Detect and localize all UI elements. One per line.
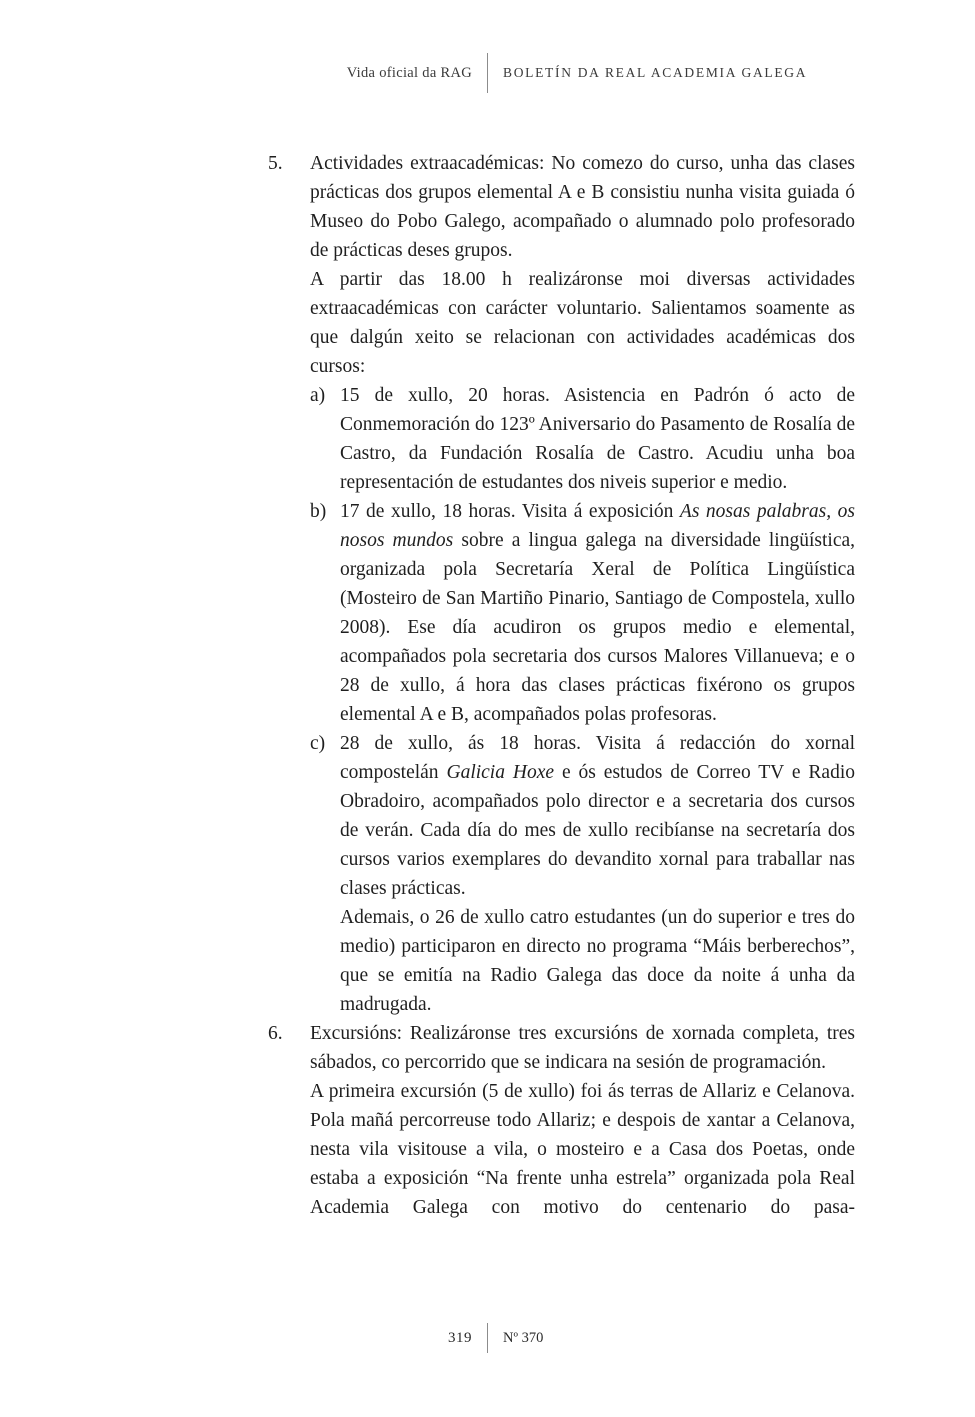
lettered-item-a — [310, 381, 855, 497]
text-segment: e ós estudos de Correo TV e Radio Obradoiro, acompañados polo director e a secretaria dos cursos de verán. Cada día do mes de xullo recibíanse na secretaría dos cursos varios exemplares do devandito xornal para traballar nas clases prácticas. — [340, 762, 855, 899]
sub-item-label: a) — [310, 385, 326, 406]
document-body — [268, 149, 855, 1222]
page-header — [0, 53, 975, 93]
item-number: 5. — [268, 153, 283, 174]
header-journal-title: BOLETÍN DA REAL ACADEMIA GALEGA — [503, 65, 808, 80]
item-number: 6. — [268, 1023, 283, 1044]
lettered-item-c — [310, 729, 855, 903]
sub-item-label: c) — [310, 733, 326, 754]
page-footer — [0, 1323, 975, 1353]
text-segment: 28 de xullo, ás 18 horas. Visita á redacción do xornal compostelán — [340, 733, 855, 783]
work-title-italic: Galicia Hoxe — [446, 762, 555, 783]
sub-item-text — [340, 729, 855, 903]
paragraph: Actividades extraacadémicas: No comezo do curso, unha das clases prácticas dos grupos elemental A e B consistiu nunha visita guiada ó Museo do Pobo Galego, acompañado o alumnado polo profesorado de prácticas deses grupos. — [310, 153, 855, 261]
indent-spacer — [310, 903, 340, 1019]
issue-number: Nº 370 — [503, 1329, 544, 1346]
paragraph: A partir das 18.00 h realizáronse moi diversas actividades extraacadémicas con carácter voluntario. Salientamos soamente as que dalgún xeito se relacionan con actividades académicas dos cursos: — [310, 269, 855, 377]
sub-item-text: 15 de xullo, 20 horas. Asistencia en Padrón ó acto de Conmemoración do 123º Aniversario do Pasamento de Rosalía de Castro, da Fundación Rosalía de Castro. Acudiu unha boa representación de estudantes dos niveis superior e medio. — [340, 385, 855, 493]
text-segment: 17 de xullo, 18 horas. Visita á exposición — [340, 501, 680, 522]
numbered-item-5 — [268, 149, 855, 1019]
sub-item-label: b) — [310, 501, 327, 522]
item-content — [310, 149, 855, 1019]
paragraph: Ademais, o 26 de xullo catro estudantes (un do superior e tres do medio) participaron en directo no programa “Máis berberechos”, que se emitía na Radio Galega das doce da noite á unha da madrugada. — [340, 907, 855, 1015]
paragraph: A primeira excursión (5 de xullo) foi ás terras de Allariz e Celanova. Pola mañá percorreuse todo Allariz; e despois de xantar a Celanova, nesta vila visitouse a vila, o mosteiro e a Casa dos Poetas, onde estaba a exposición “Na frente unha estrela” organizada pola Real Academia Galega con motivo do centenario do pasa- — [310, 1081, 855, 1218]
page-number: 319 — [448, 1329, 472, 1346]
header-section-label: Vida oficial da RAG — [346, 64, 472, 81]
lettered-item-b — [310, 497, 855, 729]
footer-divider — [487, 1323, 488, 1353]
work-title-italic: As nosas palabras, os nosos mundos — [340, 501, 855, 551]
header-divider — [487, 53, 488, 93]
sub-item-text — [340, 497, 855, 729]
paragraph: Excursións: Realizáronse tres excursións de xornada completa, tres sábados, co percorrido que se indicara na sesión de programación. — [310, 1023, 855, 1073]
numbered-item-6 — [268, 1019, 855, 1222]
text-segment: sobre a lingua galega na diversidade lingüística, organizada pola Secretaría Xeral de Política Lingüística (Mosteiro de San Martiño Pinario, Santiago de Compostela, xullo 2008). Ese día acudiron os grupos medio e elemental, acompañados pola secretaria dos cursos Malores Villanueva; e o 28 de xullo, á hora das clases prácticas fixérono os grupos elemental A e B, acompañados polas profesoras. — [340, 530, 855, 725]
continuation-paragraph-row — [310, 903, 855, 1019]
item-content — [310, 1019, 855, 1222]
